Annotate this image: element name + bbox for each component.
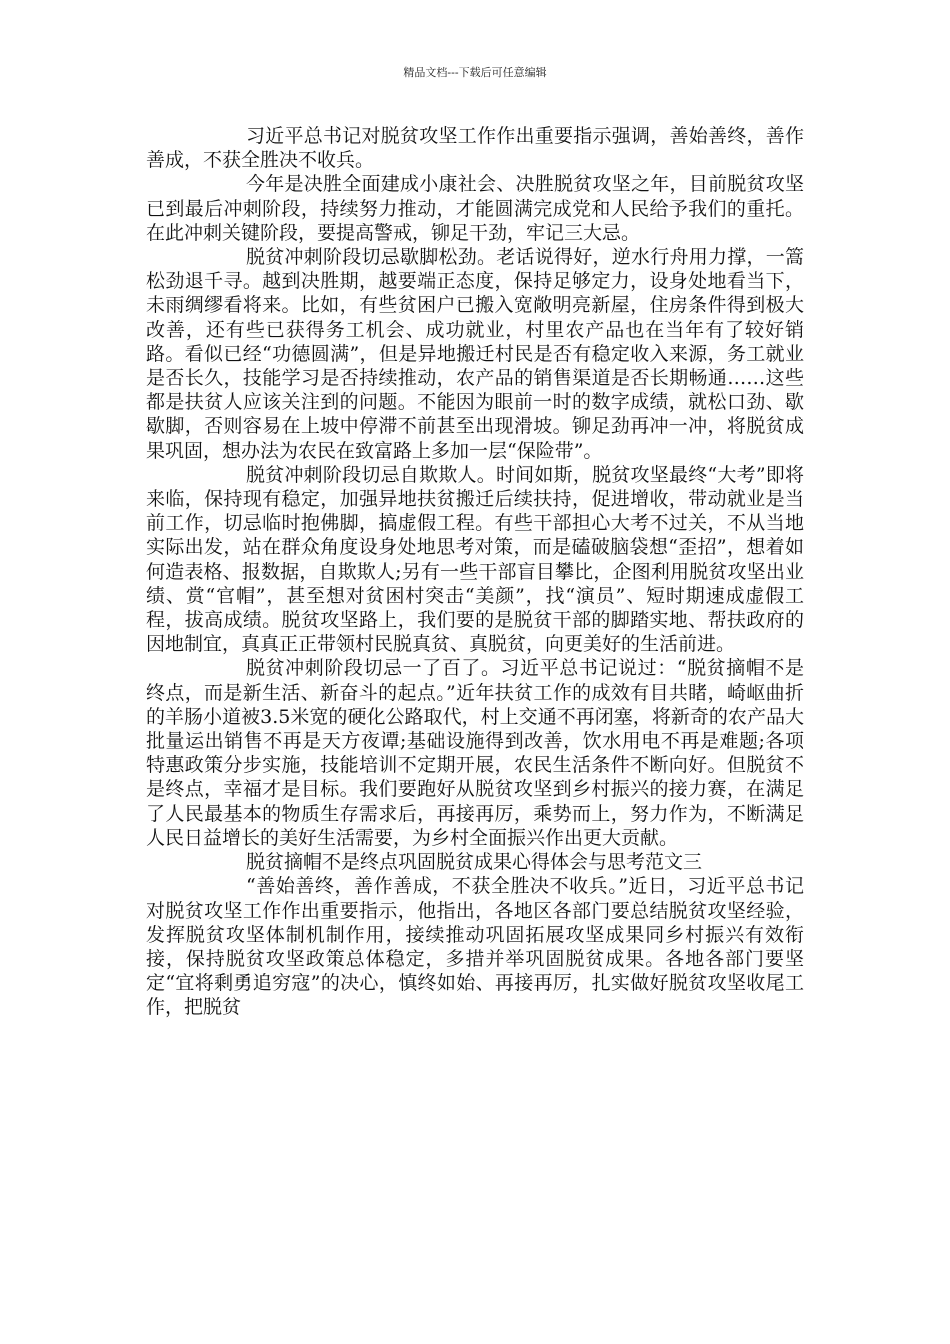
- paragraph-4: 脱贫冲刺阶段切忌自欺欺人。时间如斯，脱贫攻坚最终“大考”即将来临，保持现有稳定，加强异地扶贫搬迁后续扶持，促进增收，带动就业是当前工作，切忌临时抱佛脚，搞虚假工程。有些干部担心大考不过关，不从当地实际出发，站在群众角度设身处地思考对策，而是磕破脑袋想“歪招”，想着如何造表格、报数据，自欺欺人;另有一些干部盲目攀比，企图利用脱贫攻坚出业绩、赏“官帽”，甚至想对贫困村突击“美颜”，找“演员”、短时期速成虚假工程，拔高成绩。脱贫攻坚路上，我们要的是脱贫干部的脚踏实地、帮扶政府的因地制宜，真真正正带领村民脱真贫、真脱贫，向更美好的生活前进。: [146, 463, 804, 656]
- paragraph-2: 今年是决胜全面建成小康社会、决胜脱贫攻坚之年，目前脱贫攻坚已到最后冲刺阶段，持续努力推动，才能圆满完成党和人民给予我们的重托。在此冲刺关键阶段，要提高警戒，铆足干劲，牢记三大忌。: [146, 173, 804, 244]
- document-body: [146, 124, 804, 1020]
- section-heading: 脱贫摘帽不是终点巩固脱贫成果心得体会与思考范文三: [246, 851, 703, 874]
- page-header: 精品文档---下载后可任意编辑: [403, 66, 547, 79]
- paragraph-3: 脱贫冲刺阶段切忌歇脚松劲。老话说得好，逆水行舟用力撑，一篙松劲退千寻。越到决胜期，越要端正态度，保持足够定力，设身处地看当下，未雨绸缪看将来。比如，有些贫困户已搬入宽敞明亮新屋，住房条件得到极大改善，还有些已获得务工机会、成功就业，村里农产品也在当年有了较好销路。看似已经“功德圆满”，但是异地搬迁村民是否有稳定收入来源，务工就业是否长久，技能学习是否持续推动，农产品的销售渠道是否长期畅通……这些都是扶贫人应该关注到的问题。不能因为眼前一时的数字成绩，就松口劲、歇歇脚，否则容易在上坡中停滞不前甚至出现滑坡。铆足劲再冲一冲，将脱贫成果巩固，想办法为农民在致富路上多加一层“保险带”。: [146, 246, 804, 462]
- paragraph-1: 习近平总书记对脱贫攻坚工作作出重要指示强调，善始善终，善作善成，不获全胜决不收兵。: [146, 125, 804, 172]
- paragraph-7: “善始善终，善作善成，不获全胜决不收兵。”近日，习近平总书记对脱贫攻坚工作作出重要指示，他指出，各地区各部门要总结脱贫攻坚经验，发挥脱贫攻坚体制机制作用，接续推动巩固拓展攻坚成果同乡村振兴有效衔接，保持脱贫攻坚政策总体稳定，多措并举巩固脱贫成果。各地各部门要坚定“宜将剩勇追穷寇”的决心，慎终如始、再接再厉，扎实做好脱贫攻坚收尾工作，把脱贫: [146, 875, 804, 1019]
- paragraph-5: 脱贫冲刺阶段切忌一了百了。习近平总书记说过：“脱贫摘帽不是终点，而是新生活、新奋斗的起点。”近年扶贫工作的成效有目共睹，崎岖曲折的羊肠小道被3.5米宽的硬化公路取代，村上交通不再闭塞，将新奇的农产品大批量运出销售不再是天方夜谭;基础设施得到改善，饮水用电不再是难题;各项特惠政策分步实施，技能培训不定期开展，农民生活条件不断向好。但脱贫不是终点，幸福才是目标。我们要跑好从脱贫攻坚到乡村振兴的接力赛，在满足了人民最基本的物质生存需求后，再接再厉，乘势而上，努力作为，不断满足人民日益增长的美好生活需要，为乡村全面振兴作出更大贡献。: [146, 657, 804, 849]
